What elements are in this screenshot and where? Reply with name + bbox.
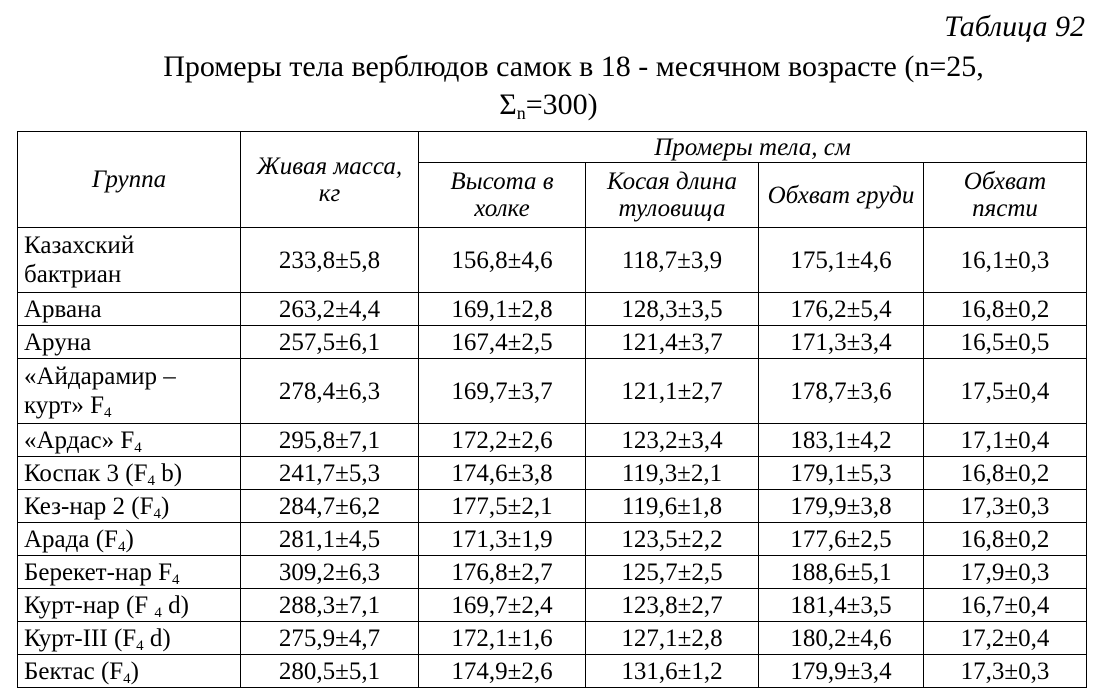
generation-subscript: 4 (153, 505, 162, 522)
mass-cell: 295,8±7,1 (241, 424, 419, 457)
pastern-cell: 17,1±0,4 (924, 424, 1087, 457)
table-row (18, 490, 1087, 523)
table-row (18, 457, 1087, 490)
header-length: Косая длина туловища (586, 163, 759, 228)
table-row (18, 228, 1087, 293)
length-cell: 119,3±2,1 (586, 457, 759, 490)
height-cell: 171,3±1,9 (419, 523, 586, 556)
pastern-cell: 17,5±0,4 (924, 359, 1087, 424)
group-name: Курт-нар (F (24, 591, 155, 619)
height-cell: 169,7±2,4 (419, 589, 586, 622)
pastern-cell: 16,5±0,5 (924, 326, 1087, 359)
group-name: Курт-III (F (24, 624, 137, 652)
pastern-cell: 16,8±0,2 (924, 457, 1087, 490)
chest-cell: 181,4±3,5 (759, 589, 924, 622)
length-cell: 127,1±2,8 (586, 622, 759, 655)
group-name-suffix: ) (161, 492, 170, 520)
pastern-cell: 17,3±0,3 (924, 655, 1087, 688)
header-row-top (18, 132, 1087, 163)
pastern-cell: 17,2±0,4 (924, 622, 1087, 655)
chest-cell: 188,6±5,1 (759, 556, 924, 589)
chest-cell: 178,7±3,6 (759, 359, 924, 424)
group-name-suffix: d) (161, 591, 189, 619)
height-cell: 172,2±2,6 (419, 424, 586, 457)
mass-cell: 278,4±6,3 (241, 359, 419, 424)
length-cell: 118,7±3,9 (586, 228, 759, 293)
table-row (18, 359, 1087, 424)
chest-cell: 175,1±4,6 (759, 228, 924, 293)
group-name: Арада (F (24, 525, 118, 553)
group-name: Казахский бактриан (24, 232, 135, 288)
chest-cell: 179,9±3,4 (759, 655, 924, 688)
height-cell: 172,1±1,6 (419, 622, 586, 655)
chest-cell: 177,6±2,5 (759, 523, 924, 556)
generation-subscript: 4 (147, 472, 155, 489)
table-body (18, 228, 1087, 688)
mass-cell: 241,7±5,3 (241, 457, 419, 490)
group-name-cell (18, 556, 241, 589)
title-sigma-subscript: n (516, 103, 526, 123)
length-cell: 121,1±2,7 (586, 359, 759, 424)
chest-cell: 183,1±4,2 (759, 424, 924, 457)
length-cell: 131,6±1,2 (586, 655, 759, 688)
group-name-cell (18, 457, 241, 490)
height-cell: 174,6±3,8 (419, 457, 586, 490)
height-cell: 169,7±3,7 (419, 359, 586, 424)
group-name-cell (18, 589, 241, 622)
measurements-table (17, 131, 1087, 688)
mass-cell: 233,8±5,8 (241, 228, 419, 293)
chest-cell: 180,2±4,6 (759, 622, 924, 655)
group-name-cell (18, 424, 241, 457)
length-cell: 123,8±2,7 (586, 589, 759, 622)
group-name: Берекет-нар F (24, 558, 173, 586)
mass-cell: 257,5±6,1 (241, 326, 419, 359)
group-name: Бектас (F (24, 657, 124, 685)
title-line-1: Промеры тела верблюдов самок в 18 - месячном возрасте (n=25, (163, 50, 984, 83)
header-group: Группа (18, 132, 241, 228)
generation-subscript: 4 (136, 637, 144, 654)
table-title (0, 48, 1097, 124)
table-row (18, 655, 1087, 688)
chest-cell: 176,2±5,4 (759, 293, 924, 326)
pastern-cell: 16,1±0,3 (924, 228, 1087, 293)
length-cell: 128,3±3,5 (586, 293, 759, 326)
title-sigma: Σ (499, 88, 517, 121)
generation-subscript: 4 (123, 670, 131, 687)
table-row (18, 293, 1087, 326)
pastern-cell: 16,8±0,2 (924, 293, 1087, 326)
mass-cell: 281,1±4,5 (241, 523, 419, 556)
table-row (18, 424, 1087, 457)
mass-cell: 309,2±6,3 (241, 556, 419, 589)
group-name-cell (18, 490, 241, 523)
generation-subscript: 4 (134, 439, 142, 456)
height-cell: 174,9±2,6 (419, 655, 586, 688)
pastern-cell: 16,7±0,4 (924, 589, 1087, 622)
chest-cell: 179,9±3,8 (759, 490, 924, 523)
mass-cell: 288,3±7,1 (241, 589, 419, 622)
length-cell: 121,4±3,7 (586, 326, 759, 359)
group-name: Коспак 3 (F (24, 459, 148, 487)
header-height: Высота в холке (419, 163, 586, 228)
group-name-suffix: ) (125, 525, 134, 553)
chest-cell: 171,3±3,4 (759, 326, 924, 359)
title-line-2 (0, 86, 1097, 124)
pastern-cell: 16,8±0,2 (924, 523, 1087, 556)
mass-cell: 284,7±6,2 (241, 490, 419, 523)
pastern-cell: 17,3±0,3 (924, 490, 1087, 523)
group-name: «Ардас» F (24, 426, 135, 454)
table-row (18, 622, 1087, 655)
height-cell: 176,8±2,7 (419, 556, 586, 589)
header-body-measures: Промеры тела, см (419, 132, 1087, 163)
mass-cell: 263,2±4,4 (241, 293, 419, 326)
height-cell: 169,1±2,8 (419, 293, 586, 326)
table-row (18, 589, 1087, 622)
group-name-cell (18, 655, 241, 688)
height-cell: 177,5±2,1 (419, 490, 586, 523)
length-cell: 123,5±2,2 (586, 523, 759, 556)
header-chest: Обхват груди (759, 163, 924, 228)
group-name: Аруна (24, 328, 92, 356)
group-name: Кез-нар 2 (F (24, 492, 154, 520)
group-name-suffix: b) (155, 459, 183, 487)
mass-cell: 275,9±4,7 (241, 622, 419, 655)
table-row (18, 523, 1087, 556)
length-cell: 119,6±1,8 (586, 490, 759, 523)
pastern-cell: 17,9±0,3 (924, 556, 1087, 589)
group-name-suffix: ) (130, 657, 139, 685)
generation-subscript: 4 (172, 571, 180, 588)
group-name: Арвана (24, 295, 102, 323)
group-name-cell (18, 293, 241, 326)
height-cell: 156,8±4,6 (419, 228, 586, 293)
table-row (18, 556, 1087, 589)
group-name: «Айдарамир – курт» F (24, 363, 176, 419)
mass-cell: 280,5±5,1 (241, 655, 419, 688)
group-name-cell (18, 228, 241, 293)
length-cell: 123,2±3,4 (586, 424, 759, 457)
group-name-cell (18, 523, 241, 556)
group-name-cell (18, 359, 241, 424)
group-name-cell (18, 622, 241, 655)
generation-subscript: 4 (117, 538, 126, 555)
header-pastern: Обхват пясти (924, 163, 1087, 228)
table-caption: Таблица 92 (944, 10, 1085, 43)
generation-subscript: 4 (154, 604, 162, 621)
title-sigma-value: =300) (525, 88, 598, 121)
table-row (18, 326, 1087, 359)
chest-cell: 179,1±5,3 (759, 457, 924, 490)
length-cell: 125,7±2,5 (586, 556, 759, 589)
group-name-cell (18, 326, 241, 359)
generation-subscript: 4 (104, 405, 112, 421)
header-mass: Живая масса, кг (241, 132, 419, 228)
height-cell: 167,4±2,5 (419, 326, 586, 359)
group-name-suffix: d) (143, 624, 171, 652)
